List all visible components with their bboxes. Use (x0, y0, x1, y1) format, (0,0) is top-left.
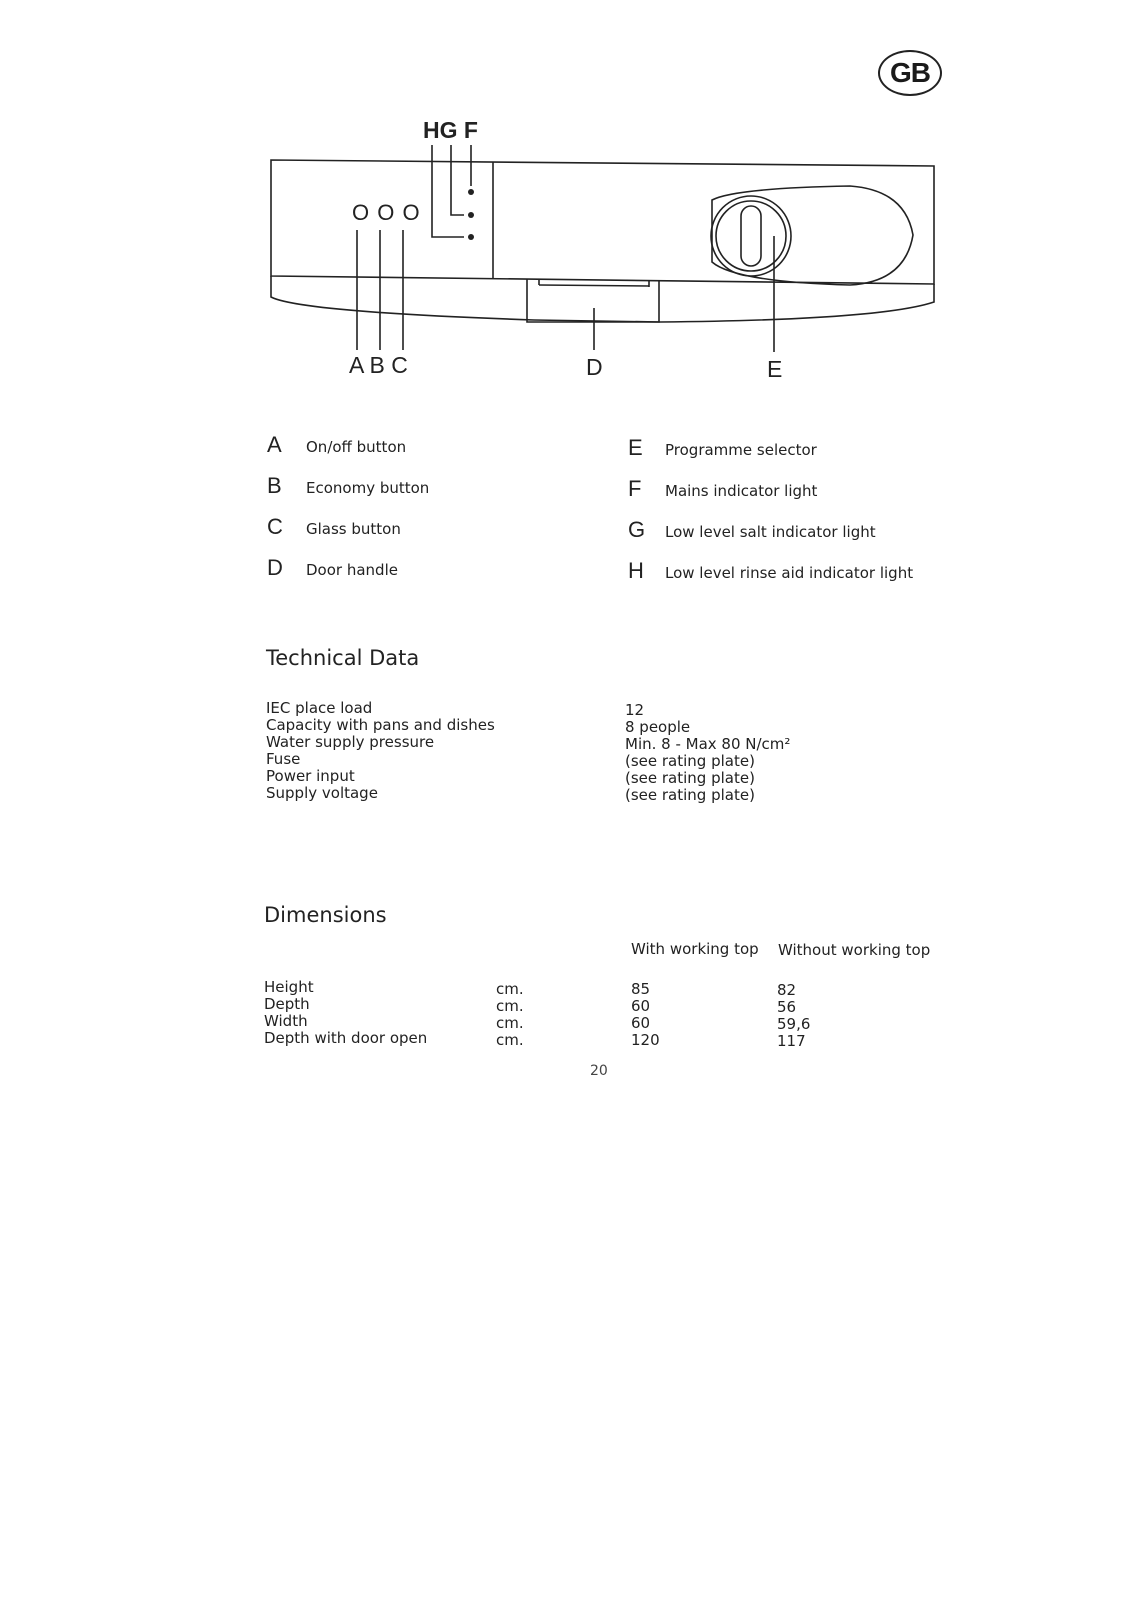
tech-label: Power input (266, 767, 355, 785)
col-with-working-top: With working top (631, 940, 759, 958)
dim-label: Height (264, 978, 314, 996)
legend-letter-a: A (267, 432, 282, 457)
dim-without-value: 117 (777, 1032, 806, 1050)
dim-without-value: 82 (777, 981, 797, 999)
legend-letter-f: F (628, 476, 642, 501)
dim-with-value: 85 (631, 980, 651, 998)
tech-value: (see rating plate) (625, 769, 755, 787)
tech-value: 12 (625, 701, 645, 719)
dim-unit: cm. (496, 997, 524, 1015)
mains-indicator-light-dot (468, 189, 474, 195)
dim-unit: cm. (496, 1031, 524, 1049)
dim-without-value: 59,6 (777, 1015, 811, 1033)
dimensions-heading: Dimensions (264, 903, 387, 927)
dimension-without-values (777, 982, 810, 1050)
knob-grip (741, 206, 761, 266)
legend-label-e: Programme selector (665, 441, 817, 459)
dim-label: Depth with door open (264, 1029, 428, 1047)
legend-letter-h: H (628, 558, 644, 583)
legend-label-h: Low level rinse aid indicator light (665, 564, 914, 582)
callout-d: D (586, 354, 603, 380)
legend-label-c: Glass button (306, 520, 401, 538)
programme-knob (716, 201, 786, 271)
technical-labels (266, 700, 495, 802)
tech-label: IEC place load (266, 699, 373, 717)
salt-indicator-light-dot (468, 212, 474, 218)
legend-letter-b: B (267, 473, 282, 498)
legend-letter-e: E (628, 435, 643, 460)
dim-unit: cm. (496, 980, 524, 998)
tech-label: Capacity with pans and dishes (266, 716, 495, 734)
programme-knob-outer (711, 196, 791, 276)
country-badge: GB (878, 50, 942, 96)
dim-label: Width (264, 1012, 308, 1030)
col-without-working-top: Without working top (778, 941, 931, 959)
dimension-labels (264, 979, 427, 1047)
dimension-units (496, 981, 524, 1049)
page-number: 20 (590, 1063, 608, 1079)
dim-unit: cm. (496, 1014, 524, 1032)
legend-label-d: Door handle (306, 561, 398, 579)
tech-value: 8 people (625, 718, 691, 736)
tech-label: Supply voltage (266, 784, 378, 802)
control-panel-diagram (0, 0, 1131, 400)
legend-label-g: Low level salt indicator light (665, 523, 876, 541)
legend-label-b: Economy button (306, 479, 430, 497)
legend-letter-d: D (267, 555, 283, 580)
tech-value: (see rating plate) (625, 752, 755, 770)
legend-letter-g: G (628, 517, 646, 542)
callout-abc: A B C (349, 352, 408, 378)
legend-label-a: On/off button (306, 438, 407, 456)
callout-hgf: HG F (423, 117, 478, 143)
tech-value: Min. 8 - Max 80 N/cm² (625, 735, 791, 753)
callout-e: E (767, 356, 783, 382)
tech-label: Fuse (266, 750, 301, 768)
tech-label: Water supply pressure (266, 733, 435, 751)
legend-letter-c: C (267, 514, 283, 539)
technical-values (625, 702, 790, 804)
technical-data-heading: Technical Data (266, 646, 420, 670)
panel-buttons: O O O (352, 200, 421, 225)
dim-label: Depth (264, 995, 310, 1013)
dim-with-value: 60 (631, 1014, 651, 1032)
tech-value: (see rating plate) (625, 786, 755, 804)
rinse-aid-indicator-light-dot (468, 234, 474, 240)
dim-with-value: 120 (631, 1031, 660, 1049)
legend-label-f: Mains indicator light (665, 482, 818, 500)
dim-without-value: 56 (777, 998, 797, 1016)
dim-with-value: 60 (631, 997, 651, 1015)
dimension-with-values (631, 981, 660, 1049)
